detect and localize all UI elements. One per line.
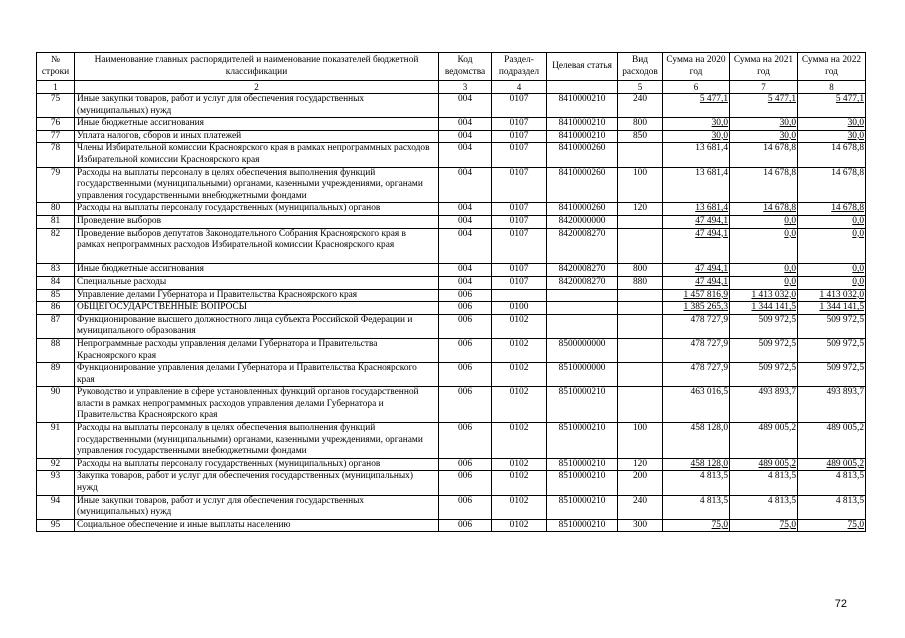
row-target-article: 8510000210 <box>547 423 618 459</box>
row-target-article: 8510000210 <box>547 471 618 495</box>
row-department-code: 006 <box>439 289 492 302</box>
row-department-code: 006 <box>439 458 492 471</box>
row-name: Закупка товаров, работ и услуг для обеспечения государственных (муниципальных) нужд <box>75 471 439 495</box>
header-sum-2021: Сумма на 2021 год <box>730 53 798 81</box>
row-sum-2022 <box>798 215 866 228</box>
row-sum-2022-value: 14 678,8 <box>831 203 864 214</box>
row-section: 0107 <box>492 94 547 118</box>
table-row <box>37 314 866 338</box>
row-number: 85 <box>37 289 75 302</box>
row-target-article: 8510000210 <box>547 495 618 519</box>
row-section: 0102 <box>492 338 547 362</box>
row-sum-2022: 509 972,5 <box>798 338 866 362</box>
row-sum-2022: 4 813,5 <box>798 471 866 495</box>
row-section: 0107 <box>492 167 547 203</box>
row-department-code: 004 <box>439 143 492 167</box>
row-section: 0107 <box>492 264 547 277</box>
row-sum-2021 <box>730 118 798 131</box>
row-sum-2021: 14 678,8 <box>730 167 798 203</box>
table-row <box>37 143 866 167</box>
row-sum-2022 <box>798 264 866 277</box>
row-department-code: 004 <box>439 167 492 203</box>
row-sum-2021: 509 972,5 <box>730 314 798 338</box>
row-sum-2021-value: 5 477,1 <box>767 94 796 104</box>
row-sum-2021 <box>730 130 798 143</box>
row-number: 82 <box>37 228 75 264</box>
row-sum-2022: 509 972,5 <box>798 363 866 387</box>
row-department-code: 006 <box>439 423 492 459</box>
row-sum-2022-value: 1 413 032,0 <box>819 289 864 300</box>
row-department-code: 004 <box>439 130 492 143</box>
row-sum-2022-value: 30,0 <box>847 130 864 141</box>
row-sum-2020 <box>663 289 730 302</box>
row-sum-2021: 4 813,5 <box>730 495 798 519</box>
row-name: Расходы на выплаты персоналу в целях обеспечения выполнения функций государственными (муниципальными) органами, казенными учреждениями, органами управления государственными внебюджетными фондами <box>75 167 439 203</box>
row-sum-2022-value: 0,0 <box>852 276 864 287</box>
row-expense-type: 100 <box>618 167 663 203</box>
row-section: 0102 <box>492 387 547 423</box>
budget-table <box>36 52 866 532</box>
row-sum-2021-value: 1 344 141,5 <box>751 302 796 313</box>
row-sum-2022: 4 813,5 <box>798 495 866 519</box>
row-name: Руководство и управление в сфере установленных функций органов государственной власти в рамках непрограммных расходов управления делами Губернатора и Правительства Красноярского края <box>75 387 439 423</box>
row-sum-2020-value: 30,0 <box>711 130 728 141</box>
table-row <box>37 387 866 423</box>
row-expense-type: 800 <box>618 264 663 277</box>
row-sum-2021 <box>730 94 798 118</box>
row-section: 0107 <box>492 215 547 228</box>
row-target-article: 8410000210 <box>547 130 618 143</box>
row-section: 0102 <box>492 363 547 387</box>
row-section: 0102 <box>492 519 547 532</box>
header-sum-2022: Сумма на 2022 год <box>798 53 866 81</box>
column-number: 7 <box>730 81 798 94</box>
row-sum-2021-value: 0,0 <box>784 215 796 226</box>
header-row-number: № строки <box>37 53 75 81</box>
table-body <box>37 94 866 532</box>
row-number: 91 <box>37 423 75 459</box>
row-expense-type <box>618 338 663 362</box>
column-number: 8 <box>798 81 866 94</box>
row-department-code: 004 <box>439 118 492 131</box>
row-sum-2020-value: 47 494,1 <box>695 228 728 239</box>
row-sum-2020: 463 016,5 <box>663 387 730 423</box>
row-sum-2020 <box>663 519 730 532</box>
row-section: 0107 <box>492 118 547 131</box>
row-expense-type <box>618 143 663 167</box>
header-target-article: Целевая статья <box>547 53 618 81</box>
row-department-code: 004 <box>439 264 492 277</box>
row-expense-type: 120 <box>618 203 663 216</box>
row-sum-2020: 4 813,5 <box>663 471 730 495</box>
row-name: Члены Избирательной комиссии Красноярского края в рамках непрограммных расходов Избирательной комиссии Красноярского края <box>75 143 439 167</box>
row-department-code: 006 <box>439 338 492 362</box>
row-name: Функционирование управления делами Губернатора и Правительства Красноярского края <box>75 363 439 387</box>
row-department-code: 006 <box>439 387 492 423</box>
row-sum-2021-value: 0,0 <box>784 264 796 275</box>
table-row <box>37 423 866 459</box>
row-sum-2020-value: 5 477,1 <box>699 94 728 104</box>
row-expense-type <box>618 314 663 338</box>
table-row <box>37 94 866 118</box>
row-number: 88 <box>37 338 75 362</box>
row-sum-2022: 509 972,5 <box>798 314 866 338</box>
table-row <box>37 338 866 362</box>
header-expense-type: Вид расходов <box>618 53 663 81</box>
row-sum-2022-value: 75,0 <box>847 519 864 530</box>
row-name: Иные бюджетные ассигнования <box>75 264 439 277</box>
row-sum-2021-value: 0,0 <box>784 228 796 239</box>
row-expense-type: 800 <box>618 118 663 131</box>
row-target-article: 8510000210 <box>547 458 618 471</box>
row-name: Специальные расходы <box>75 276 439 289</box>
row-sum-2022 <box>798 118 866 131</box>
row-number: 76 <box>37 118 75 131</box>
row-sum-2021 <box>730 228 798 264</box>
row-sum-2021: 4 813,5 <box>730 471 798 495</box>
column-number: 6 <box>663 81 730 94</box>
row-sum-2020-value: 1 385 265,3 <box>683 302 728 313</box>
row-section: 0102 <box>492 458 547 471</box>
row-sum-2020-value: 47 494,1 <box>695 264 728 275</box>
header-row <box>37 53 866 81</box>
row-number: 87 <box>37 314 75 338</box>
row-number: 78 <box>37 143 75 167</box>
row-sum-2021 <box>730 276 798 289</box>
row-target-article: 8420008270 <box>547 276 618 289</box>
row-sum-2022: 14 678,8 <box>798 143 866 167</box>
row-sum-2021-value: 0,0 <box>784 276 796 287</box>
row-sum-2022 <box>798 203 866 216</box>
row-target-article: 8410000260 <box>547 203 618 216</box>
row-sum-2022-value: 5 477,1 <box>835 94 864 104</box>
table-row <box>37 289 866 302</box>
row-sum-2022 <box>798 302 866 315</box>
row-sum-2022-value: 30,0 <box>847 118 864 129</box>
row-number: 86 <box>37 302 75 315</box>
row-section: 0100 <box>492 302 547 315</box>
row-sum-2021-value: 75,0 <box>779 519 796 530</box>
row-sum-2022 <box>798 289 866 302</box>
row-sum-2020 <box>663 276 730 289</box>
row-sum-2021 <box>730 289 798 302</box>
row-sum-2020-value: 13 681,4 <box>695 203 728 214</box>
row-number: 79 <box>37 167 75 203</box>
row-sum-2021-value: 14 678,8 <box>763 203 796 214</box>
row-name: Расходы на выплаты персоналу в целях обеспечения выполнения функций государственными (муниципальными) органами, казенными учреждениями, органами управления государственными внебюджетными фондами <box>75 423 439 459</box>
row-sum-2020 <box>663 228 730 264</box>
row-target-article <box>547 314 618 338</box>
row-sum-2020: 13 681,4 <box>663 167 730 203</box>
row-department-code: 004 <box>439 276 492 289</box>
row-sum-2022 <box>798 458 866 471</box>
column-number: 2 <box>75 81 439 94</box>
row-sum-2021 <box>730 203 798 216</box>
row-expense-type: 240 <box>618 495 663 519</box>
row-sum-2021 <box>730 458 798 471</box>
row-sum-2021-value: 1 413 032,0 <box>751 289 796 300</box>
row-department-code: 006 <box>439 314 492 338</box>
table-row <box>37 228 866 264</box>
header-department-code: Код ведомства <box>439 53 492 81</box>
row-sum-2021: 489 005,2 <box>730 423 798 459</box>
row-expense-type: 850 <box>618 130 663 143</box>
column-number: 5 <box>618 81 663 94</box>
row-sum-2021-value: 30,0 <box>779 118 796 129</box>
table-row <box>37 495 866 519</box>
row-section: 0107 <box>492 130 547 143</box>
row-sum-2020 <box>663 458 730 471</box>
table-row <box>37 203 866 216</box>
row-department-code: 006 <box>439 302 492 315</box>
row-department-code: 006 <box>439 519 492 532</box>
row-sum-2021 <box>730 519 798 532</box>
row-number: 81 <box>37 215 75 228</box>
row-target-article <box>547 289 618 302</box>
row-target-article: 8420000000 <box>547 215 618 228</box>
row-sum-2022 <box>798 519 866 532</box>
row-name: Расходы на выплаты персоналу государственных (муниципальных) органов <box>75 458 439 471</box>
row-name: Расходы на выплаты персоналу государственных (муниципальных) органов <box>75 203 439 216</box>
row-expense-type: 200 <box>618 471 663 495</box>
row-number: 94 <box>37 495 75 519</box>
header-name: Наименование главных распорядителей и наименование показателей бюджетной классификации <box>75 53 439 81</box>
row-name: ОБЩЕГОСУДАРСТВЕННЫЕ ВОПРОСЫ <box>75 302 439 315</box>
row-number: 93 <box>37 471 75 495</box>
header-section: Раздел-подраздел <box>492 53 547 81</box>
row-number: 83 <box>37 264 75 277</box>
row-sum-2020: 478 727,9 <box>663 338 730 362</box>
table-row <box>37 519 866 532</box>
row-expense-type <box>618 302 663 315</box>
table-row <box>37 215 866 228</box>
row-sum-2020: 478 727,9 <box>663 363 730 387</box>
table-row <box>37 264 866 277</box>
row-expense-type: 100 <box>618 423 663 459</box>
row-sum-2020 <box>663 94 730 118</box>
row-section: 0102 <box>492 471 547 495</box>
column-number-row <box>37 81 866 94</box>
row-expense-type: 120 <box>618 458 663 471</box>
row-sum-2021 <box>730 302 798 315</box>
row-section: 0107 <box>492 228 547 264</box>
row-section: 0107 <box>492 203 547 216</box>
row-sum-2021-value: 30,0 <box>779 130 796 141</box>
row-name: Иные бюджетные ассигнования <box>75 118 439 131</box>
page-number: 72 <box>834 598 847 610</box>
row-sum-2020-value: 30,0 <box>711 118 728 129</box>
row-number: 95 <box>37 519 75 532</box>
row-sum-2021: 509 972,5 <box>730 338 798 362</box>
row-expense-type <box>618 387 663 423</box>
row-number: 84 <box>37 276 75 289</box>
table-row <box>37 471 866 495</box>
row-sum-2020 <box>663 215 730 228</box>
row-department-code: 004 <box>439 94 492 118</box>
row-name: Проведение выборов <box>75 215 439 228</box>
table-row <box>37 276 866 289</box>
row-target-article: 8410000260 <box>547 167 618 203</box>
row-target-article: 8510000210 <box>547 519 618 532</box>
row-expense-type <box>618 289 663 302</box>
row-sum-2022: 493 893,7 <box>798 387 866 423</box>
row-expense-type <box>618 363 663 387</box>
row-section: 0107 <box>492 143 547 167</box>
column-number: 1 <box>37 81 75 94</box>
row-target-article <box>547 302 618 315</box>
row-sum-2022-value: 489 005,2 <box>826 458 864 469</box>
row-name: Уплата налогов, сборов и иных платежей <box>75 130 439 143</box>
row-sum-2020: 13 681,4 <box>663 143 730 167</box>
column-number: 4 <box>492 81 547 94</box>
row-expense-type: 300 <box>618 519 663 532</box>
row-sum-2021: 509 972,5 <box>730 363 798 387</box>
row-target-article: 8510000000 <box>547 363 618 387</box>
row-section: 0102 <box>492 423 547 459</box>
row-sum-2021-value: 489 005,2 <box>758 458 796 469</box>
row-sum-2021 <box>730 215 798 228</box>
column-number <box>547 81 618 94</box>
header-sum-2020: Сумма на 2020 год <box>663 53 730 81</box>
row-sum-2020 <box>663 130 730 143</box>
row-sum-2022-value: 1 344 141,5 <box>819 302 864 313</box>
row-sum-2021 <box>730 264 798 277</box>
row-section: 0107 <box>492 276 547 289</box>
table-row <box>37 458 866 471</box>
row-sum-2020-value: 458 128,0 <box>690 458 728 469</box>
row-number: 80 <box>37 203 75 216</box>
row-name: Иные закупки товаров, работ и услуг для обеспечения государственных (муниципальных) нужд <box>75 495 439 519</box>
row-sum-2022 <box>798 130 866 143</box>
row-target-article: 8420008270 <box>547 264 618 277</box>
row-expense-type: 240 <box>618 94 663 118</box>
row-sum-2020 <box>663 203 730 216</box>
table-row <box>37 118 866 131</box>
row-expense-type <box>618 228 663 264</box>
row-expense-type: 880 <box>618 276 663 289</box>
column-number: 3 <box>439 81 492 94</box>
row-sum-2022: 489 005,2 <box>798 423 866 459</box>
row-name: Функционирование высшего должностного лица субъекта Российской Федерации и муниципального образования <box>75 314 439 338</box>
row-target-article: 8410000210 <box>547 94 618 118</box>
row-department-code: 006 <box>439 495 492 519</box>
row-sum-2020-value: 75,0 <box>711 519 728 530</box>
row-number: 90 <box>37 387 75 423</box>
row-target-article: 8420008270 <box>547 228 618 264</box>
row-name: Проведение выборов депутатов Законодательного Собрания Красноярского края в рамках непрограммных расходов Избирательной комиссии Красноярского края <box>75 228 439 264</box>
row-sum-2022-value: 0,0 <box>852 264 864 275</box>
row-sum-2022: 14 678,8 <box>798 167 866 203</box>
row-department-code: 004 <box>439 228 492 264</box>
table-row <box>37 130 866 143</box>
row-name: Иные закупки товаров, работ и услуг для обеспечения государственных (муниципальных) нужд <box>75 94 439 118</box>
row-sum-2020: 4 813,5 <box>663 495 730 519</box>
row-section <box>492 289 547 302</box>
row-sum-2020 <box>663 118 730 131</box>
table-row <box>37 363 866 387</box>
row-sum-2020: 458 128,0 <box>663 423 730 459</box>
row-sum-2020-value: 47 494,1 <box>695 276 728 287</box>
row-sum-2022 <box>798 276 866 289</box>
table-row <box>37 302 866 315</box>
row-department-code: 004 <box>439 203 492 216</box>
row-sum-2022-value: 0,0 <box>852 228 864 239</box>
row-sum-2020: 478 727,9 <box>663 314 730 338</box>
row-sum-2020-value: 47 494,1 <box>695 215 728 226</box>
row-number: 75 <box>37 94 75 118</box>
row-number: 77 <box>37 130 75 143</box>
row-section: 0102 <box>492 314 547 338</box>
row-number: 92 <box>37 458 75 471</box>
row-number: 89 <box>37 363 75 387</box>
row-sum-2022-value: 0,0 <box>852 215 864 226</box>
row-sum-2020-value: 1 457 816,9 <box>683 289 728 300</box>
table-row <box>37 167 866 203</box>
row-department-code: 006 <box>439 363 492 387</box>
row-department-code: 006 <box>439 471 492 495</box>
row-target-article: 8410000260 <box>547 143 618 167</box>
row-expense-type <box>618 215 663 228</box>
row-sum-2020 <box>663 302 730 315</box>
row-sum-2020 <box>663 264 730 277</box>
row-sum-2021: 14 678,8 <box>730 143 798 167</box>
row-target-article: 8500000000 <box>547 338 618 362</box>
row-department-code: 004 <box>439 215 492 228</box>
row-sum-2021: 493 893,7 <box>730 387 798 423</box>
row-section: 0102 <box>492 495 547 519</box>
row-target-article: 8510000210 <box>547 387 618 423</box>
row-sum-2022 <box>798 228 866 264</box>
row-name: Непрограммные расходы управления делами Губернатора и Правительства Красноярского края <box>75 338 439 362</box>
row-name: Социальное обеспечение и иные выплаты населению <box>75 519 439 532</box>
row-sum-2022 <box>798 94 866 118</box>
row-name: Управление делами Губернатора и Правительства Красноярского края <box>75 289 439 302</box>
row-target-article: 8410000210 <box>547 118 618 131</box>
